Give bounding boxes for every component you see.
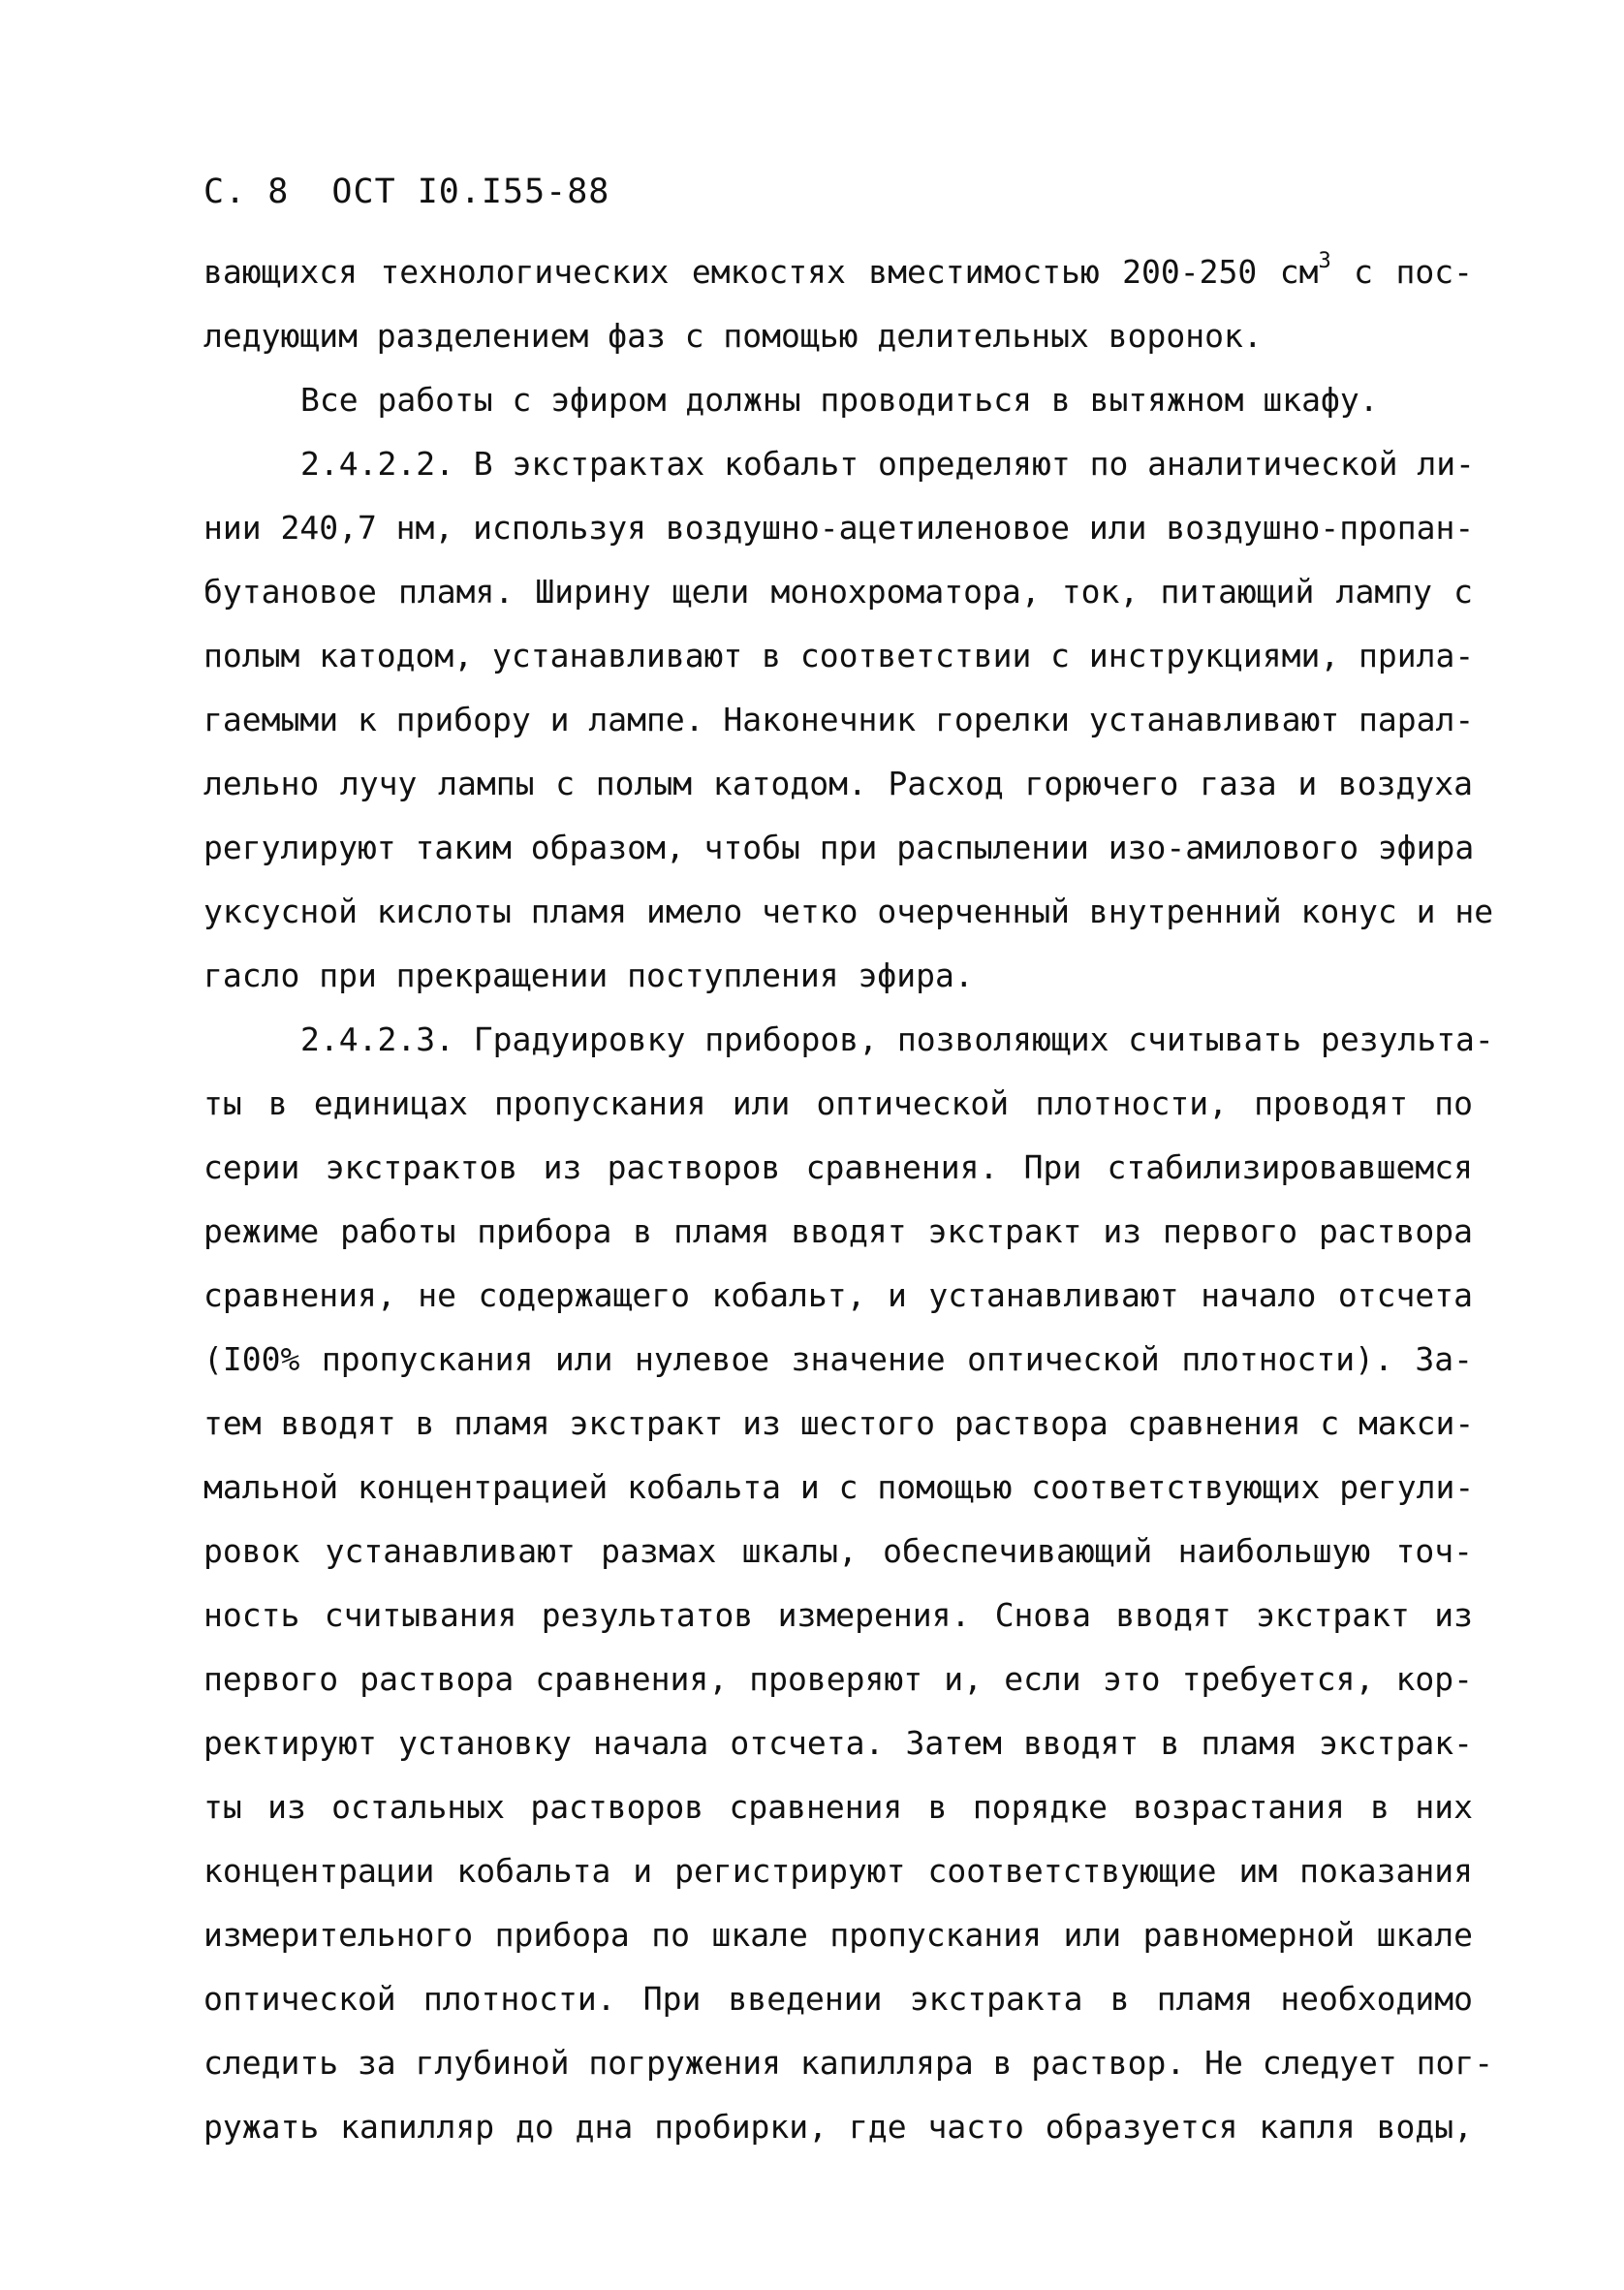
text-line: лельно лучу лампы с полым катодом. Расход горючего газа и воздуха bbox=[203, 765, 1473, 802]
text-line: режиме работы прибора в пламя вводят экстракт из первого раствора bbox=[203, 1212, 1473, 1250]
text-line: ректируют установку начала отсчета. Затем вводят в пламя экстрак- bbox=[203, 1724, 1473, 1762]
text-line: полым катодом, устанавливают в соответствии с инструкциями, прила- bbox=[203, 637, 1475, 674]
text-line: ты в единицах пропускания или оптической плотности, проводят по bbox=[203, 1084, 1473, 1122]
text-line: гасло при прекращении поступления эфира. bbox=[203, 957, 974, 994]
text-line: тем вводят в пламя экстракт из шестого раствора сравнения с макси- bbox=[203, 1404, 1475, 1442]
text-line: ность считывания результатов измерения. Снова вводят экстракт из bbox=[203, 1596, 1473, 1634]
text-line: ровок устанавливают размах шкалы, обеспечивающий наибольшую точ- bbox=[203, 1532, 1473, 1570]
text-line: Все работы с эфиром должны проводиться в вытяжном шкафу. bbox=[300, 381, 1379, 419]
text-line: оптической плотности. При введении экстракта в пламя необходимо bbox=[203, 1980, 1473, 2018]
text-line: (I00% пропускания или нулевое значение оптической плотности). За- bbox=[203, 1340, 1473, 1378]
text-line: сравнения, не содержащего кобальт, и устанавливают начало отсчета bbox=[203, 1276, 1473, 1314]
text-line-main: вающихся технологических емкостях вместимостью 200-250 см bbox=[203, 253, 1319, 291]
text-line: нии 240,7 нм, используя воздушно-ацетиленовое или воздушно-пропан- bbox=[203, 509, 1475, 547]
text-line: ружать капилляр до дна пробирки, где часто образуется капля воды, bbox=[203, 2108, 1473, 2146]
text-line: первого раствора сравнения, проверяют и, если это требуется, кор- bbox=[203, 1660, 1473, 1698]
text-line: 2.4.2.2. В экстрактах кобальт определяют по аналитической ли- bbox=[300, 445, 1475, 483]
text-line-tail: с пос- bbox=[1330, 253, 1473, 291]
text-line bbox=[203, 240, 1473, 304]
text-line: гаемыми к прибору и лампе. Наконечник горелки устанавливают парал- bbox=[203, 701, 1475, 738]
page-header: С. 8 ОСТ I0.I55-88 bbox=[203, 173, 610, 211]
superscript: 3 bbox=[1318, 249, 1331, 273]
text-line: 2.4.2.3. Градуировку приборов, позволяющих считывать результа- bbox=[300, 1020, 1494, 1058]
document-body bbox=[203, 240, 1494, 2159]
text-line: бутановое пламя. Ширину щели монохроматора, ток, питающий лампу с bbox=[203, 573, 1473, 611]
text-line: регулируют таким образом, чтобы при распылении изо-амилового эфира bbox=[203, 829, 1475, 866]
text-line: ледующим разделением фаз с помощью делительных воронок. bbox=[203, 317, 1263, 355]
text-line: следить за глубиной погружения капилляра в раствор. Не следует пог- bbox=[203, 2044, 1494, 2082]
text-line: мальной концентрацией кобальта и с помощью соответствующих регули- bbox=[203, 1468, 1475, 1506]
text-line: серии экстрактов из растворов сравнения. При стабилизировавшемся bbox=[203, 1148, 1473, 1186]
text-line: ты из остальных растворов сравнения в порядке возрастания в них bbox=[203, 1788, 1473, 1826]
text-line: концентрации кобальта и регистрируют соответствующие им показания bbox=[203, 1852, 1473, 1890]
text-line: уксусной кислоты пламя имело четко очерченный внутренний конус и не bbox=[203, 893, 1494, 930]
text-line: измерительного прибора по шкале пропускания или равномерной шкале bbox=[203, 1916, 1473, 1954]
